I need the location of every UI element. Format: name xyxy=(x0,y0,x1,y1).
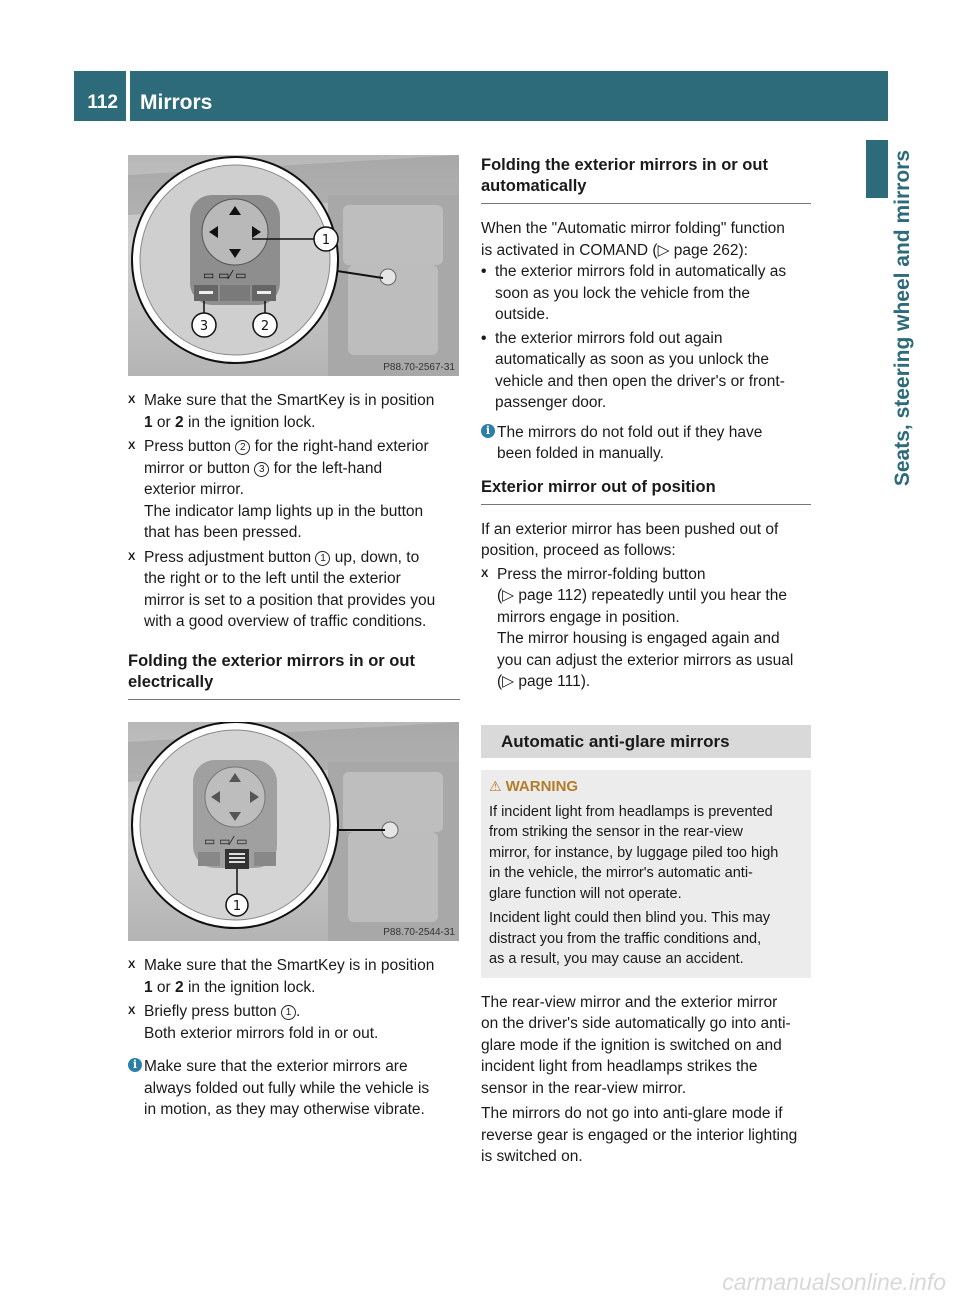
callout-ref: 3 xyxy=(254,462,269,477)
info-icon: i xyxy=(128,1058,142,1072)
paragraph-anti-glare: The rear-view mirror and the exterior mirror on the driver's side automatically go into anti- glare mode if the ignition is switched on and incident light from headlamps strikes the sensor in the rear-view mirror. xyxy=(481,993,791,1097)
mirror-control-illustration-1 xyxy=(128,155,459,376)
section-title-anti-glare: Automatic anti-glare mirrors xyxy=(481,725,811,759)
page-number: 112 xyxy=(87,92,118,113)
callout-2: 2 xyxy=(260,319,270,334)
step-marker: X xyxy=(481,567,489,580)
step-marker: X xyxy=(128,959,136,971)
svg-text:▭ ▭⁄ ▭: ▭ ▭⁄ ▭ xyxy=(203,268,247,282)
left-column-instructions xyxy=(128,390,460,700)
callout-1: 1 xyxy=(321,233,331,248)
page-title: Mirrors xyxy=(140,91,213,114)
chapter-label xyxy=(888,150,918,710)
callout-ref: 1 xyxy=(281,1005,296,1020)
warning-icon: ⚠ xyxy=(489,778,502,794)
step-marker: X xyxy=(128,550,136,563)
warning-header: ⚠ WARNING xyxy=(489,778,579,795)
step-marker: X xyxy=(128,440,136,452)
figure-code-1: P88.70-2567-31 xyxy=(383,362,455,373)
mirror-control-illustration-2 xyxy=(128,722,459,941)
info-note-manual: i The mirrors do not fold out if they have been folded in manually. xyxy=(481,422,811,465)
chapter-tab xyxy=(866,140,888,198)
callout-ref: 1 xyxy=(315,551,330,566)
step-marker: X xyxy=(128,394,136,406)
watermark: carmanualsonline.info xyxy=(722,1269,946,1295)
section-heading-fold-auto: Folding the exterior mirrors in or out automatically xyxy=(481,155,811,204)
list-item-fold-in: • the exterior mirrors fold in automatically as soon as you lock the vehicle from the outside. xyxy=(481,263,787,323)
step-press-button: X Press button 2 for the right-hand exterior mirror or button 3 for the left-hand exterior mirror. The indicator lamp lights up in the button that has been pressed. xyxy=(128,438,429,541)
step-adjust: X Press adjustment button 1 up, down, to the right or to the left until the exterior mirror is set to a position that provides you with a good overview of traffic conditions. xyxy=(128,548,436,630)
list-item-fold-out: • the exterior mirrors fold out again automatically as soon as you unlock the vehicle and then open the driver's or front- passenger door. xyxy=(481,329,785,411)
step-smartkey: X Make sure that the SmartKey is in position 1 or 2 in the ignition lock. xyxy=(128,392,435,431)
section-heading-fold-electric: Folding the exterior mirrors in or out electrically xyxy=(128,651,460,700)
figure-code-2: P88.70-2544-31 xyxy=(383,927,455,938)
warning-text-2: Incident light could then blind you. This may distract you from the traffic conditions and, as a result, you may cause an accident. xyxy=(489,910,771,967)
left-column-instructions-2 xyxy=(128,955,460,1121)
mirror-control-figure-2 xyxy=(128,722,459,941)
section-heading-out-of-position: Exterior mirror out of position xyxy=(481,477,811,505)
page-number-block xyxy=(74,71,126,121)
step-smartkey-2: X Make sure that the SmartKey is in position 1 or 2 in the ignition lock. xyxy=(128,957,435,996)
step-briefly-press: X Briefly press button 1 . Both exterior mirrors fold in or out. xyxy=(128,1003,379,1042)
mirror-control-figure-1 xyxy=(128,155,459,376)
callout-ref: 2 xyxy=(235,440,250,455)
callout-1: 1 xyxy=(232,899,242,914)
step-press-folding-button: X Press the mirror-folding button (▷ page 112) repeatedly until you hear the mirrors engage in position. The mirror housing is engaged again and you can adjust the exterior mirrors as usual (▷ page 111). xyxy=(481,565,794,690)
paragraph-pushed-out: If an exterior mirror has been pushed out of position, proceed as follows: xyxy=(481,520,779,559)
step-marker: X xyxy=(128,1005,136,1017)
header-bar xyxy=(130,71,888,121)
callout-3: 3 xyxy=(199,319,209,334)
info-icon: i xyxy=(481,424,495,438)
paragraph-auto-folding: When the "Automatic mirror folding" function is activated in COMAND (▷ page 262): xyxy=(481,220,785,259)
warning-text-1: If incident light from headlamps is prevented from striking the sensor in the rear-view mirror, for instance, by luggage piled too high in the vehicle, the mirror's automatic anti- glare function will not operate. xyxy=(489,803,779,902)
warning-box xyxy=(481,770,811,978)
right-column xyxy=(481,155,811,1168)
paragraph-no-anti-glare: The mirrors do not go into anti-glare mode if reverse gear is engaged or the interior lighting is switched on. xyxy=(481,1105,798,1165)
chapter-label-text: Seats, steering wheel and mirrors xyxy=(891,150,914,487)
svg-text:▭ ▭⁄ ▭: ▭ ▭⁄ ▭ xyxy=(204,834,248,848)
info-note-vibrate: i Make sure that the exterior mirrors are always folded out fully while the vehicle is in motion, as they may otherwise vibrate. xyxy=(128,1056,460,1121)
